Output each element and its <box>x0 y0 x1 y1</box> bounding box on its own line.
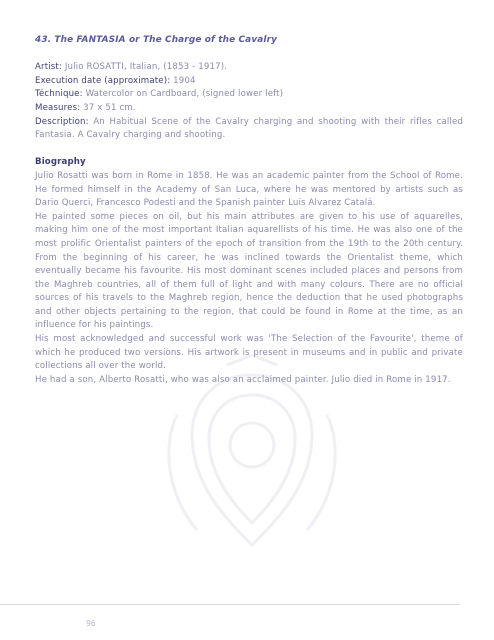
biography-body <box>35 170 463 388</box>
field-value: An Habitual Scene of the Cavalry charging and shooting with their rifles called Fantasia. A Cavalry charging and shooting. <box>35 116 463 141</box>
page-number: 96 <box>86 619 96 628</box>
catalog-entry <box>35 34 463 387</box>
biography-paragraph: Julio Rosatti was born in Rome in 1858. He was an academic painter from the School of Rome. He formed himself in the Academy of San Luca, where he was mentored by artists such as Dario Querci, Francesco Podesti and the Spanish painter Luis Alvarez Catalá. <box>35 170 463 209</box>
field-measures <box>35 102 463 116</box>
biography-paragraph: He painted some pieces on oil, but his main attributes are given to his use of aquarelles, making him one of the most important Italian aquarellists of his time. He was also one of the most prolific Orientalist painters of the epoch of transition from the 19th to the 20th century. From the beginning of his career, he was inclined towards the Orientalist theme, which eventually became his favourite. His most dominant scenes included places and persons from the Maghreb countries, all of them full of light and with many colours. There are no official sources of his travels to the Maghreb region, hence the deduction that he used photographs and other objects pertaining to the region, that could be found in Rome at the time, as an influence for his paintings. <box>35 211 463 331</box>
field-value: 1904 <box>173 75 196 86</box>
field-value: Watercolor on Cardboard, (signed lower left) <box>85 89 284 100</box>
biography-paragraph: He had a son, Alberto Rosatti, who was also an acclaimed painter. Julio died in Rome in 1917. <box>35 374 451 385</box>
field-label: Artist: <box>35 62 62 73</box>
field-artist <box>35 61 463 75</box>
footer-divider <box>0 604 460 605</box>
entry-title: 43. The FANTASIA or The Charge of the Cavalry <box>35 35 278 45</box>
field-label: Téchnique: <box>35 89 83 100</box>
field-label: Measures: <box>35 102 81 113</box>
field-value: Julio ROSATTI, Italian, (1853 - 1917). <box>64 62 228 73</box>
biography-paragraph: His most acknowledged and successful work was 'The Selection of the Favourite', theme of which he produced two versions. His artwork is present in museums and in public and private collections all over the world. <box>35 334 463 372</box>
field-execution-date <box>35 75 463 89</box>
field-technique <box>35 88 463 102</box>
field-value: 37 x 51 cm. <box>83 102 136 113</box>
field-label: Description: <box>35 116 89 127</box>
biography-heading: Biography <box>35 157 86 168</box>
field-label: Execution date (approximate): <box>35 75 171 86</box>
field-description <box>35 116 463 143</box>
